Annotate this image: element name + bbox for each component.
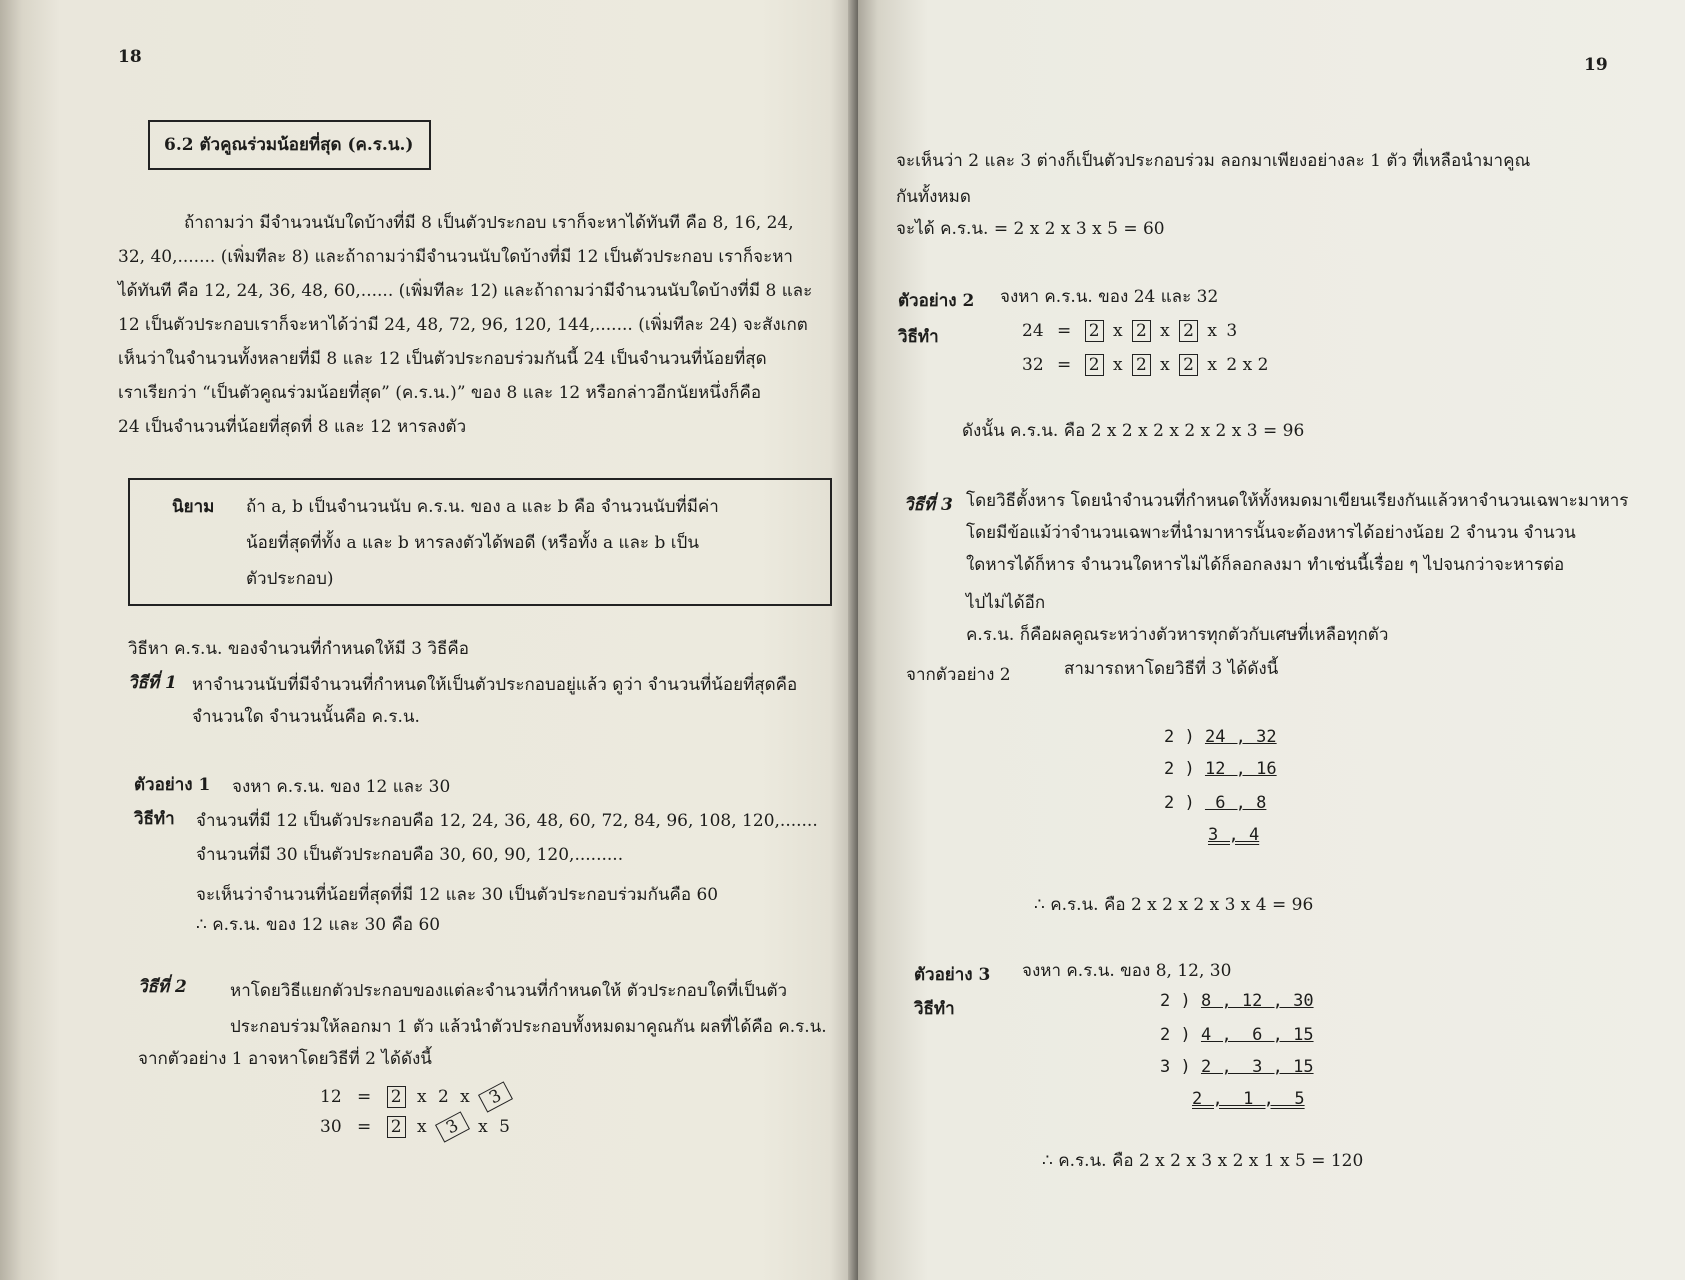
division-step: 3 ) 2 , 3 , 15 <box>1160 1057 1314 1077</box>
example1-text: จงหา ค.ร.น. ของ 12 และ 30 <box>232 777 451 797</box>
intro-line: 12 เป็นตัวประกอบเราก็จะหาได้ว่ามี 24, 48, 72, 96, 120, 144,....... (เพิ่มทีละ 24) จะสังเกต <box>118 315 808 335</box>
factor-row-32 <box>1022 352 1268 378</box>
divisor: 2 <box>1164 759 1175 779</box>
intro-line: เห็นว่าในจำนวนทั้งหลายที่มี 8 และ 12 เป็นตัวประกอบร่วมกันนี้ 24 เป็นจำนวนที่น้อยที่สุด <box>118 349 767 369</box>
method3-label: วิธีที่ 3 <box>904 495 953 515</box>
continuation-line: จะเห็นว่า 2 และ 3 ต่างก็เป็นตัวประกอบร่วม ลอกมาเพียงอย่างละ 1 ตัว ที่เหลือนำมาคูณ <box>896 151 1531 171</box>
factor-row-12 <box>320 1084 510 1110</box>
definition-line: ตัวประกอบ) <box>246 569 334 589</box>
example2-text: จงหา ค.ร.น. ของ 24 และ 32 <box>1000 287 1219 307</box>
factor: 2 x 2 <box>1226 355 1269 375</box>
common-factor: 2 <box>1179 354 1198 376</box>
method3-note: ค.ร.น. ก็คือผลคูณระหว่างตัวหารทุกตัวกับเศษที่เหลือทุกตัว <box>966 625 1389 645</box>
method2-line: ประกอบร่วมให้ลอกมา 1 ตัว แล้วนำตัวประกอบทั้งหมดมาคูณกัน ผลที่ได้คือ ค.ร.น. <box>230 1017 827 1037</box>
factor-lhs: 24 <box>1022 321 1044 341</box>
intro-line: 24 เป็นจำนวนที่น้อยที่สุดที่ 8 และ 12 หารลงตัว <box>118 417 467 437</box>
division-step: 2 ) 12 , 16 <box>1164 759 1277 779</box>
times-sign: x <box>1207 355 1217 375</box>
common-factor: 2 <box>1179 320 1198 342</box>
method3-line: โดยวิธีตั้งหาร โดยนำจำนวนที่กำหนดให้ทั้งหมดมาเขียนเรียงกันแล้วหาจำนวนเฉพาะมาหาร <box>966 491 1629 511</box>
times-sign: x <box>460 1087 470 1107</box>
factor-lhs: 12 <box>320 1087 342 1107</box>
dividend: 8 , 12 , 30 <box>1200 991 1314 1011</box>
factor: 3 <box>1226 321 1238 341</box>
common-factor: 2 <box>387 1116 406 1138</box>
common-factor: 2 <box>387 1086 406 1108</box>
factor: 5 <box>499 1117 510 1137</box>
division-step: 2 ) 4 , 6 , 15 <box>1160 1025 1314 1045</box>
method2-label: วิธีที่ 2 <box>138 977 187 997</box>
from-example2: จากตัวอย่าง 2 <box>906 665 1011 685</box>
equals-sign: = <box>1057 355 1072 375</box>
example2-result: ดังนั้น ค.ร.น. คือ 2 x 2 x 2 x 2 x 2 x 3 = 96 <box>962 421 1305 441</box>
divisor: 2 <box>1164 727 1175 747</box>
definition-line: น้อยที่สุดที่ทั้ง a และ b หารลงตัวได้พอดี (หรือทั้ง a และ b เป็น <box>246 533 699 553</box>
definition-label: นิยาม <box>172 497 215 517</box>
solution-label: วิธีทำ <box>898 327 939 347</box>
division-remainder: 2 , 1 , 5 <box>1192 1089 1305 1109</box>
method2-line: หาโดยวิธีแยกตัวประกอบของแต่ละจำนวนที่กำหนดให้ ตัวประกอบใดที่เป็นตัว <box>230 981 788 1001</box>
method3-line: ไปไม่ได้อีก <box>966 593 1046 613</box>
page-number: 19 <box>1584 55 1608 75</box>
section-heading: 6.2 ตัวคูณร่วมน้อยที่สุด (ค.ร.น.) <box>164 135 414 155</box>
factor: 2 <box>437 1087 449 1107</box>
division-step: 2 ) 6 , 8 <box>1164 793 1267 813</box>
equals-sign: = <box>357 1117 372 1137</box>
method1-label: วิธีที่ 1 <box>128 673 177 693</box>
division-step: 2 ) 24 , 32 <box>1164 727 1277 747</box>
division-remainder: 3 , 4 <box>1208 825 1260 845</box>
example2-label: ตัวอย่าง 2 <box>898 291 975 311</box>
times-sign: x <box>1112 321 1123 341</box>
from-example2-method: สามารถหาโดยวิธีที่ 3 ได้ดังนี้ <box>1064 659 1279 679</box>
dividend: 6 , 8 <box>1204 793 1267 813</box>
right-page <box>858 0 1685 1280</box>
example1-label: ตัวอย่าง 1 <box>134 775 211 795</box>
intro-line: เราเรียกว่า “เป็นตัวคูณร่วมน้อยที่สุด” (ค.ร.น.)” ของ 8 และ 12 หรือกล่าวอีกนัยหนึ่งก็คือ <box>118 383 762 403</box>
solution-label: วิธีทำ <box>914 999 955 1019</box>
times-sign: x <box>478 1117 488 1137</box>
divisor: 2 <box>1164 793 1175 813</box>
solution-label: วิธีทำ <box>134 809 175 829</box>
method1-line: จำนวนใด จำนวนนั้นคือ ค.ร.น. <box>192 707 420 727</box>
common-factor-skewed: 3 <box>435 1111 470 1142</box>
method1-line: หาจำนวนนับที่มีจำนวนที่กำหนดให้เป็นตัวประกอบอยู่แล้ว ดูว่า จำนวนที่น้อยที่สุดคือ <box>192 675 798 695</box>
intro-line: ถ้าถามว่า มีจำนวนนับใดบ้างที่มี 8 เป็นตัวประกอบ เราก็จะหาได้ทันที คือ 8, 16, 24, <box>184 213 794 233</box>
times-sign: x <box>1160 321 1170 341</box>
example1-line: จะเห็นว่าจำนวนที่น้อยที่สุดที่มี 12 และ 30 เป็นตัวประกอบร่วมกันคือ 60 <box>196 885 719 905</box>
method3-line: ใดหารได้ก็หาร จำนวนใดหารไม่ได้ก็ลอกลงมา ทำเช่นนี้เรื่อย ๆ ไปจนกว่าจะหารต่อ <box>966 555 1565 575</box>
common-factor: 2 <box>1132 354 1151 376</box>
method3-line: โดยมีข้อแม้ว่าจำนวนเฉพาะที่นำมาหารนั้นจะต้องหารได้อย่างน้อย 2 จำนวน จำนวน <box>966 523 1576 543</box>
example3-text: จงหา ค.ร.น. ของ 8, 12, 30 <box>1022 961 1232 981</box>
intro-line: ได้ทันที คือ 12, 24, 36, 48, 60,...... (เพิ่มทีละ 12) และถ้าถามว่ามีจำนวนนับใดบ้างที่มี 8 และ <box>118 281 813 301</box>
times-sign: x <box>416 1087 427 1107</box>
continuation-result: จะได้ ค.ร.น. = 2 x 2 x 3 x 5 = 60 <box>896 219 1165 239</box>
example2-method3-result: ∴ ค.ร.น. คือ 2 x 2 x 2 x 3 x 4 = 96 <box>1034 895 1314 915</box>
dividend: 4 , 6 , 15 <box>1200 1025 1314 1045</box>
example1-conclusion: ∴ ค.ร.น. ของ 12 และ 30 คือ 60 <box>196 915 441 935</box>
page-number: 18 <box>118 47 142 67</box>
division-step: 2 ) 8 , 12 , 30 <box>1160 991 1314 1011</box>
dividend: 24 , 32 <box>1204 727 1277 747</box>
equals-sign: = <box>1057 321 1072 341</box>
dividend: 2 , 3 , 15 <box>1200 1057 1314 1077</box>
common-factor: 2 <box>1132 320 1151 342</box>
factor-row-24 <box>1022 318 1237 344</box>
example3-result: ∴ ค.ร.น. คือ 2 x 2 x 3 x 2 x 1 x 5 = 120 <box>1042 1151 1364 1171</box>
divisor: 2 <box>1160 1025 1171 1045</box>
common-factor: 2 <box>1085 354 1104 376</box>
continuation-line: กันทั้งหมด <box>896 187 971 207</box>
from-example1: จากตัวอย่าง 1 อาจหาโดยวิธีที่ 2 ได้ดังนี้ <box>138 1049 432 1069</box>
intro-line: 32, 40,....... (เพิ่มทีละ 8) และถ้าถามว่ามีจำนวนนับใดบ้างที่มี 12 เป็นตัวประกอบ เราก็จะหา <box>118 247 793 267</box>
equals-sign: = <box>357 1087 372 1107</box>
example1-line: จำนวนที่มี 12 เป็นตัวประกอบคือ 12, 24, 36, 48, 60, 72, 84, 96, 108, 120,....... <box>196 811 818 831</box>
times-sign: x <box>1160 355 1170 375</box>
definition-line: ถ้า a, b เป็นจำนวนนับ ค.ร.น. ของ a และ b คือ จำนวนนับที่มีค่า <box>246 497 719 517</box>
example3-label: ตัวอย่าง 3 <box>914 965 991 985</box>
factor-lhs: 30 <box>320 1117 342 1137</box>
times-sign: x <box>1112 355 1123 375</box>
times-sign: x <box>1207 321 1217 341</box>
divisor: 3 <box>1160 1057 1171 1077</box>
common-factor: 2 <box>1085 320 1104 342</box>
methods-intro: วิธีหา ค.ร.น. ของจำนวนที่กำหนดให้มี 3 วิธีคือ <box>128 639 469 659</box>
factor-lhs: 32 <box>1022 355 1044 375</box>
times-sign: x <box>416 1117 427 1137</box>
factor-row-30 <box>320 1114 510 1140</box>
divisor: 2 <box>1160 991 1171 1011</box>
common-factor-skewed: 3 <box>478 1081 513 1112</box>
example1-line: จำนวนที่มี 30 เป็นตัวประกอบคือ 30, 60, 90, 120,......... <box>196 845 624 865</box>
dividend: 12 , 16 <box>1204 759 1277 779</box>
